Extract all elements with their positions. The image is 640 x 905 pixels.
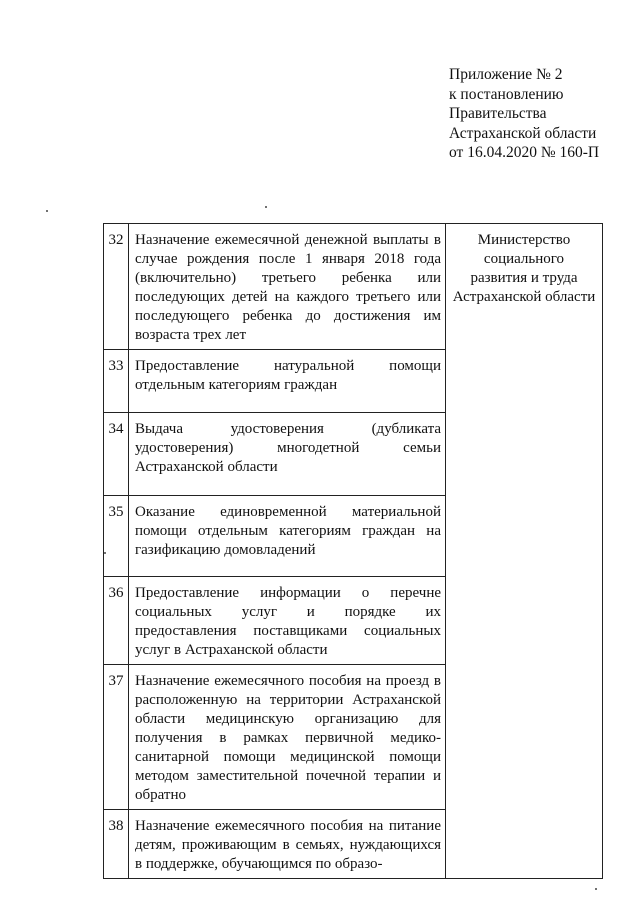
responsible-authority xyxy=(446,224,603,879)
service-name: Назначение ежемесячного пособия на питание детям, проживающим в семьях, нуждающихся в поддержке, обучающимся по образо- xyxy=(129,810,446,879)
authority-line: развития и труда xyxy=(470,270,578,286)
row-number: 32 xyxy=(104,224,129,350)
service-name: Назначение ежемесячной денежной выплаты в случае рождения после 1 января 2018 года (включительно) третьего ребенка или последующих детей на каждого третьего или последующего ребенка до достижения им возраста трех лет xyxy=(129,224,446,350)
annex-decree-ref: к постановлению xyxy=(449,85,564,103)
annex-header xyxy=(449,65,629,163)
row-number: 36 xyxy=(104,577,129,665)
service-name: Предоставление натуральной помощи отдельным категориям граждан xyxy=(129,350,446,413)
scan-speck xyxy=(265,206,267,208)
services-table xyxy=(103,223,603,879)
annex-region: Астраханской области xyxy=(449,124,597,142)
authority-line: социального xyxy=(483,251,565,267)
service-name: Назначение ежемесячного пособия на проезд в расположенную на территории Астраханской области медицинскую организацию для получения в рамках первичной медико-санитарной помощи медицинской помощи методом заместительной почечной терапии и обратно xyxy=(129,665,446,810)
annex-date-number: от 16.04.2020 № 160-П xyxy=(449,144,600,161)
scan-speck xyxy=(46,210,48,212)
service-name: Предоставление информации о перечне социальных услуг и порядке их предоставления поставщиками социальных услуг в Астраханской области xyxy=(129,577,446,665)
scan-speck xyxy=(595,888,597,890)
row-number: 37 xyxy=(104,665,129,810)
row-number: 38 xyxy=(104,810,129,879)
annex-authority: Правительства xyxy=(449,105,547,122)
row-number: 33 xyxy=(104,350,129,413)
annex-title: Приложение № 2 xyxy=(449,66,563,83)
service-name: Выдача удостоверения (дубликата удостоверения) многодетной семьи Астраханской области xyxy=(129,413,446,496)
row-number: 34 xyxy=(104,413,129,496)
authority-line: Министерство xyxy=(477,232,571,248)
service-name: Оказание единовременной материальной помощи отдельным категориям граждан на газификацию домовладений xyxy=(129,496,446,577)
row-number: 35 xyxy=(104,496,129,577)
table-row xyxy=(104,224,603,350)
authority-line: Астраханской области xyxy=(452,289,596,305)
